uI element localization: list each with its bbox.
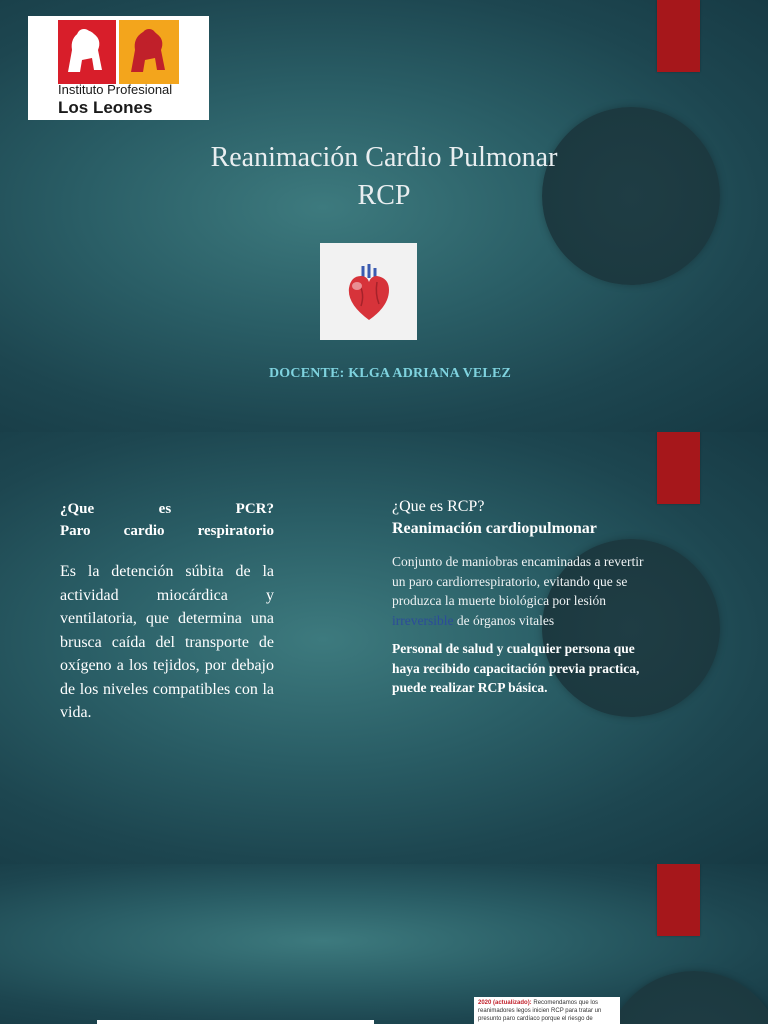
rcp-heading-line2: Reanimación cardiopulmonar [392,520,597,537]
pcr-heading-word: Paro [60,523,91,539]
red-accent-bar [657,864,700,936]
image-edge [97,1020,374,1024]
pcr-heading-word: PCR? [235,501,274,517]
logo-text-line1: Instituto Profesional [58,82,173,97]
rcp-who-text: Personal de salud y cualquier persona que haya recibido capacitación previa practica, puede realizar RCP básica. [392,641,640,695]
slide-3 [0,864,768,1024]
rcp-heading-line1: ¿Que es RCP? [392,498,485,515]
slide-title-line2: RCP [357,180,411,211]
logo-text-line2: Los Leones [58,98,153,117]
teacher-label: DOCENTE: KLGA ADRIANA VELEZ [269,366,512,381]
rcp-definition-text: Conjunto de maniobras encaminadas a revertir un paro cardiorrespiratorio, evitando que se produzca la muerte biológica por lesión [392,554,644,608]
pcr-heading-word: es [158,501,172,517]
institution-logo [28,16,209,120]
pcr-definition: Es la detención súbita de la actividad miocárdica y ventilatoria, que determina una brusca caída del transporte de oxígeno a los tejidos, por debajo de los niveles compatibles con la vida. [60,563,274,721]
slide-1 [0,0,768,432]
decorative-circle [605,971,768,1024]
pcr-heading-word: ¿Que [60,501,95,517]
rcp-definition-end: de órganos vitales [453,612,555,628]
red-accent-bar [657,0,700,72]
guideline-body: Recomendamos que los reanimadores legos inicien RCP para tratar un presunto paro cardíaco porque el riesgo de [478,1000,602,1022]
pcr-heading-word: respiratorio [197,523,274,539]
rcp-highlight-word: irreversible [392,612,454,628]
slide-title-line1: Reanimación Cardio Pulmonar [210,142,558,173]
pcr-heading-word: cardio [123,523,165,539]
pcr-section [60,498,274,725]
rcp-definition [392,552,650,630]
heart-icon [345,260,393,324]
pcr-heading-line1 [60,498,274,520]
guideline-thumbnail [474,997,620,1024]
guideline-label: 2020 (actualizado): [478,1000,532,1006]
rcp-section [392,496,650,698]
red-accent-bar [657,432,700,504]
pcr-heading-line2 [60,520,274,542]
logo-lion-right [119,20,179,84]
heart-image [320,243,417,340]
guideline-text [474,997,620,1024]
logo-lion-left [58,20,116,84]
